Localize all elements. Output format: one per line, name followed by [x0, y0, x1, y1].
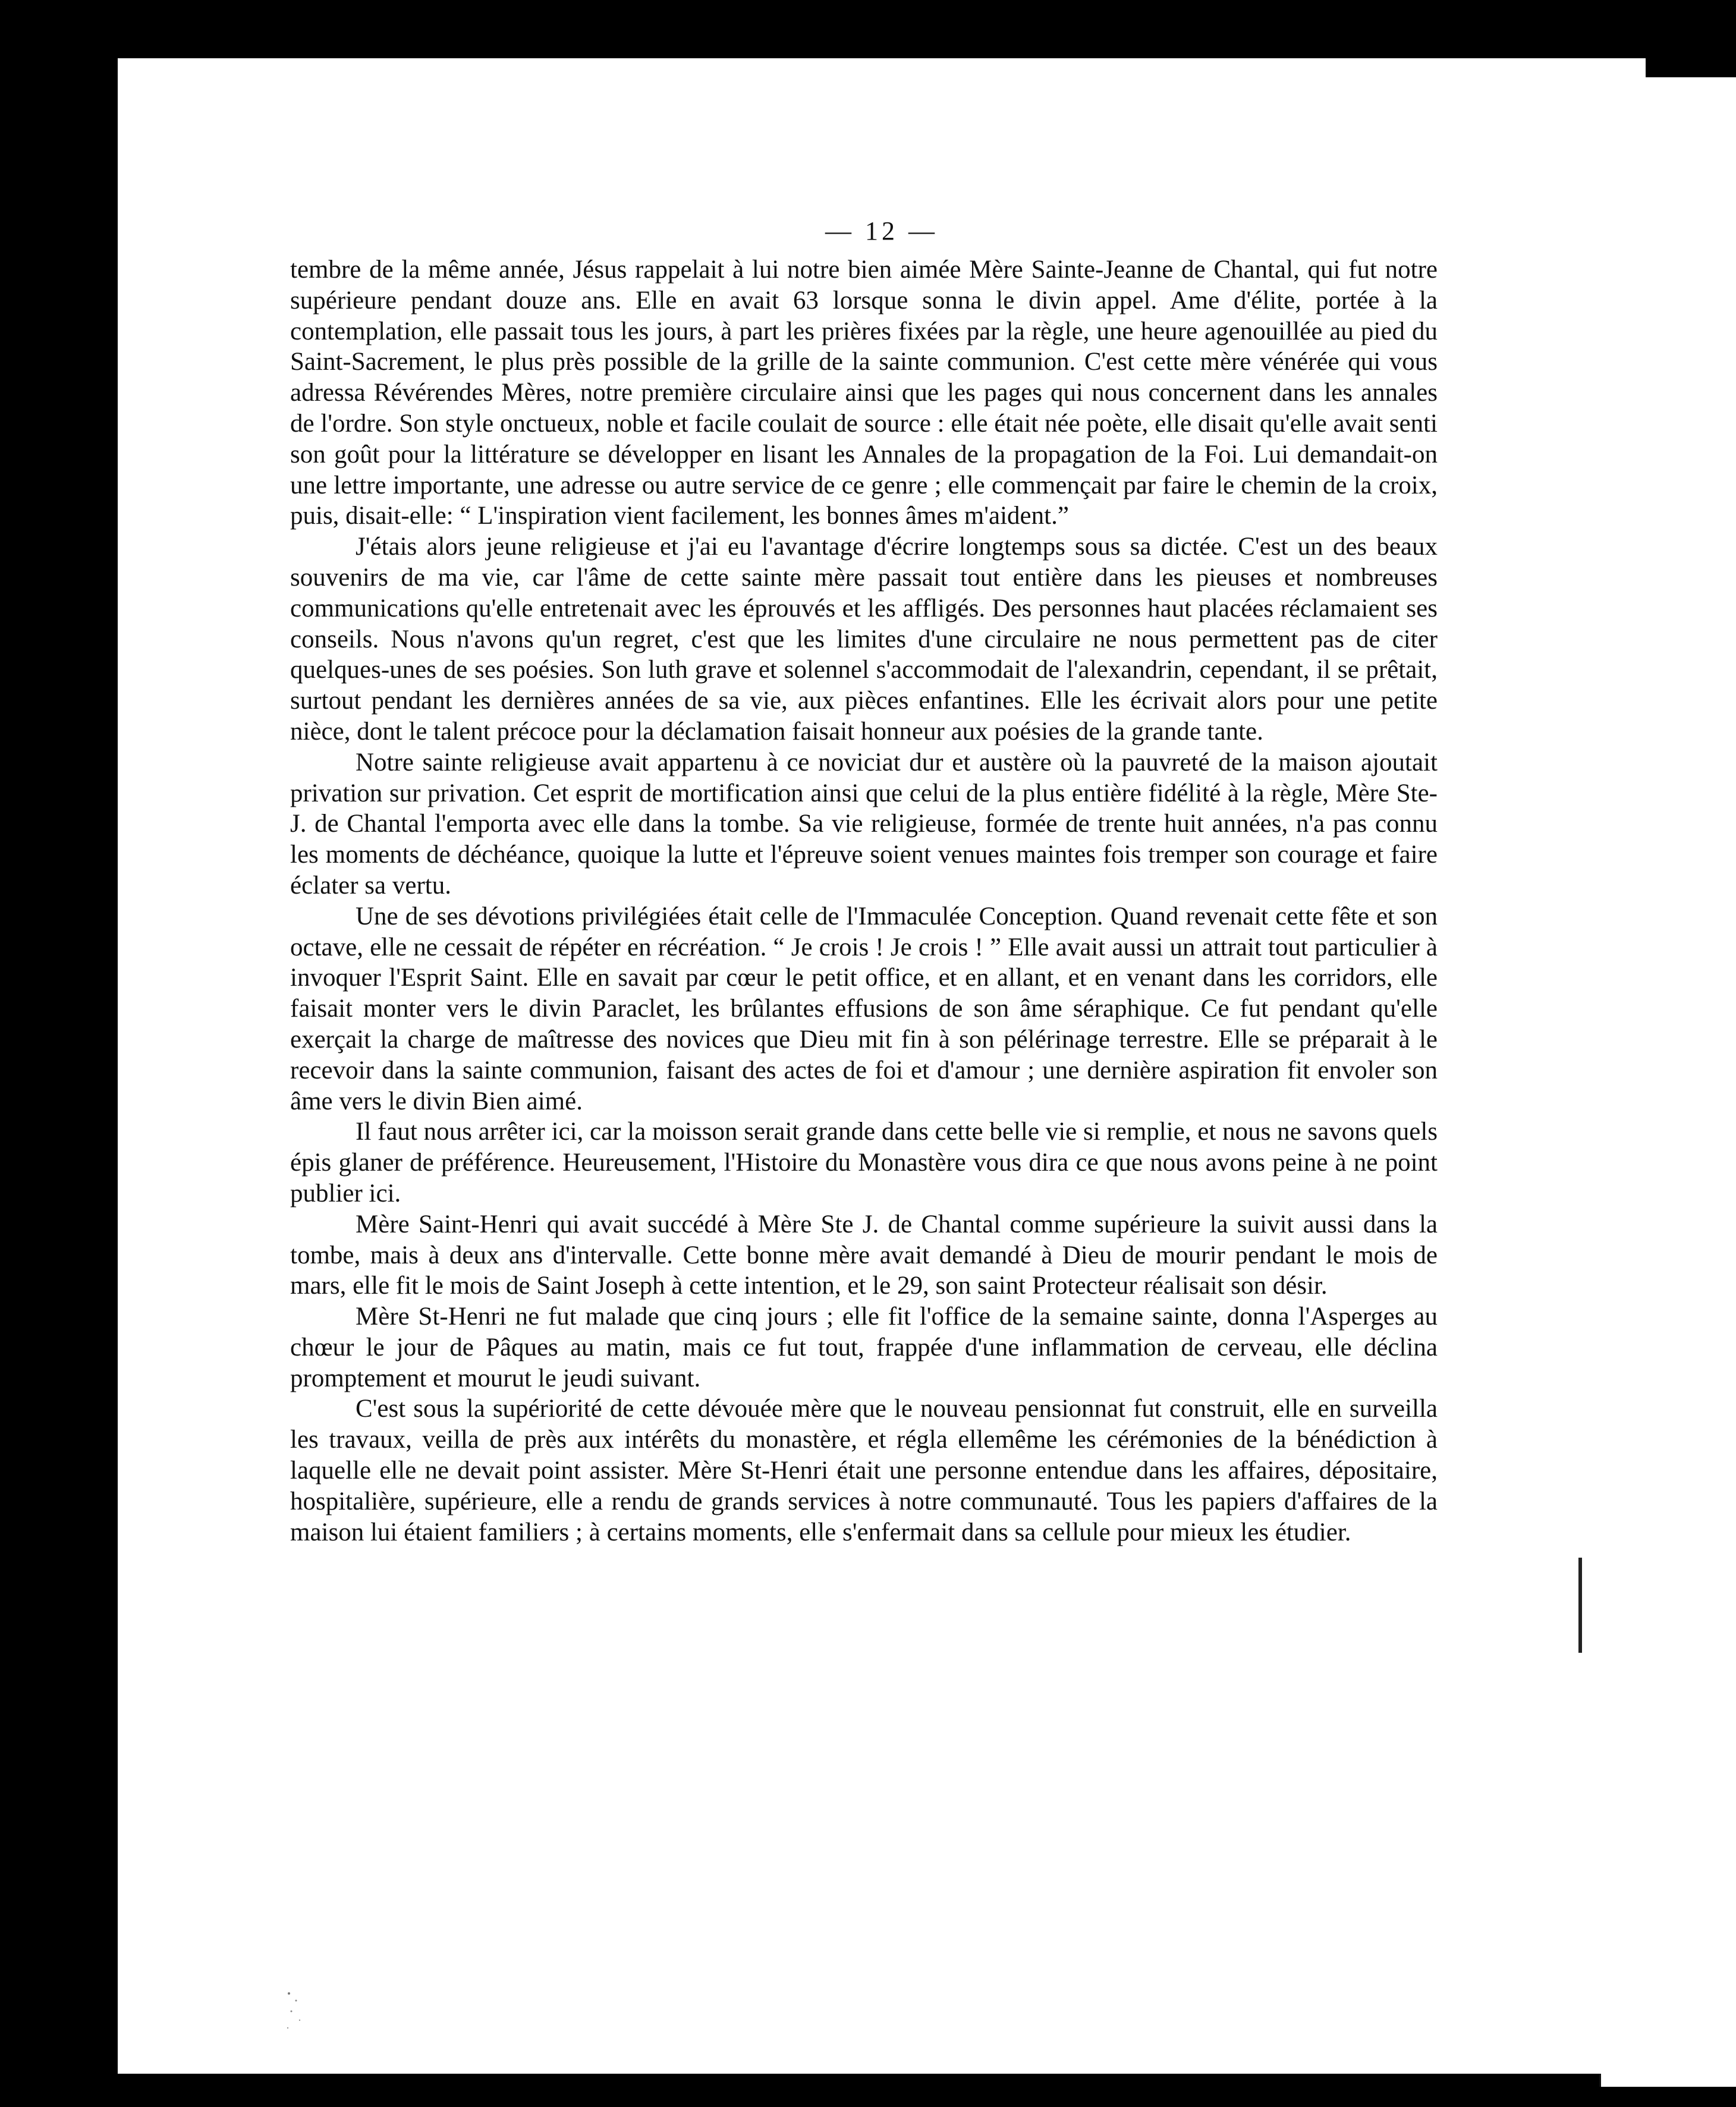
- page-number: — 12 —: [825, 216, 938, 246]
- paragraph-3: Notre sainte religieuse avait appartenu à ce noviciat dur et austère où la pauvreté de la maison ajoutait privation sur privation. Cet esprit de mortification ainsi que celui de la plus entière fidélité à la règle, Mère Ste-J. de Chantal l'emporta avec elle dans la tombe. Sa vie religieuse, formée de trente huit années, n'a pas connu les moments de déchéance, quoique la lutte et l'épreuve soient venues maintes fois tremper son courage et faire éclater sa vertu.: [290, 748, 1438, 900]
- paragraph-2: J'étais alors jeune religieuse et j'ai eu l'avantage d'écrire longtemps sous sa dictée. C'est un des beaux souvenirs de ma vie, car l'âme de cette sainte mère passait tout entière dans les pieuses et nombreuses communications qu'elle entretenait avec les éprouvés et les affligés. Des personnes haut placées réclamaient ses conseils. Nous n'avons qu'un regret, c'est que les limites d'une circulaire ne nous permettent pas de citer quelques-unes de ses poésies. Son luth grave et solennel s'accommodait de l'alexandrin, cependant, il se prêtait, surtout pendant les dernières années de sa vie, aux pièces enfantines. Elle les écrivait alors pour une petite nièce, dont le talent précoce pour la déclamation faisait honneur aux poésies de la grande tante.: [290, 533, 1438, 746]
- paragraph-6: Mère Saint-Henri qui avait succédé à Mère Ste J. de Chantal comme supérieure la suivit aussi dans la tombe, mais à deux ans d'intervalle. Cette bonne mère avait demandé à Dieu de mourir pendant le mois de mars, elle fit le mois de Saint Joseph à cette intention, et le 29, son saint Protecteur réalisait son désir.: [290, 1210, 1438, 1300]
- scan-edge-mark: [1578, 1558, 1582, 1653]
- paragraph-7: Mère St-Henri ne fut malade que cinq jours ; elle fit l'office de la semaine sainte, donna l'Asperges au chœur le jour de Pâques au matin, mais ce fut tout, frappée d'une inflammation de cerveau, elle déclina promptement et mourut le jeudi suivant.: [290, 1303, 1438, 1392]
- body-text: [290, 254, 1438, 1548]
- paragraph-4: Une de ses dévotions privilégiées était celle de l'Immaculée Conception. Quand revenait cette fête et son octave, elle ne cessait de répéter en récréation. “ Je crois ! Je crois ! ” Elle avait aussi un attrait tout particulier à invoquer l'Esprit Saint. Elle en savait par cœur le petit office, et en allant, et en venant dans les corridors, elle faisait monter vers le divin Paraclet, les brûlantes effusions de son âme séraphique. Ce fut pendant qu'elle exerçait la charge de maîtresse des novices que Dieu mit fin à son pélérinage terrestre. Elle se préparait à le recevoir dans la sainte communion, faisant des actes de foi et d'amour ; une dernière aspiration fit envoler son âme vers le divin Bien aimé.: [290, 902, 1438, 1115]
- document-page: [118, 58, 1646, 2074]
- paragraph-1: tembre de la même année, Jésus rappelait à lui notre bien aimée Mère Sainte-Jeanne de Chantal, qui fut notre supérieure pendant douze ans. Elle en avait 63 lorsque sonna le divin appel. Ame d'élite, portée à la contemplation, elle passait tous les jours, à part les prières fixées par la règle, une heure agenouillée au pied du Saint-Sacrement, le plus près possible de la grille de la sainte communion. C'est cette mère vénérée qui vous adressa Révérendes Mères, notre première circulaire ainsi que les pages qui nous concernent dans les annales de l'ordre. Son style onctueux, noble et facile coulait de source : elle était née poète, elle disait qu'elle avait senti son goût pour la littérature se développer en lisant les Annales de la propagation de la Foi. Lui demandait-on une lettre importante, une adresse ou autre service de ce genre ; elle commençait par faire le chemin de la croix, puis, disait-elle: “ L'inspiration vient facilement, les bonnes âmes m'aident.”: [290, 256, 1438, 530]
- paragraph-5: Il faut nous arrêter ici, car la moisson serait grande dans cette belle vie si remplie, et nous ne savons quels épis glaner de préférence. Heureusement, l'Histoire du Monastère vous dira ce que nous avons peine à ne point publier ici.: [290, 1118, 1438, 1207]
- scan-specks: [284, 1988, 308, 2035]
- paragraph-8: C'est sous la supériorité de cette dévouée mère que le nouveau pensionnat fut construit, elle en surveilla les travaux, veilla de près aux intérêts du monastère, et régla ellemême les cérémonies de la bénédiction à laquelle elle ne devait point assister. Mère St-Henri était une personne entendue dans les affaires, dépositaire, hospitalière, supérieure, elle a rendu de grands services à notre communauté. Tous les papiers d'affaires de la maison lui étaient familiers ; à certains moments, elle s'enfermait dans sa cellule pour mieux les étudier.: [290, 1395, 1438, 1546]
